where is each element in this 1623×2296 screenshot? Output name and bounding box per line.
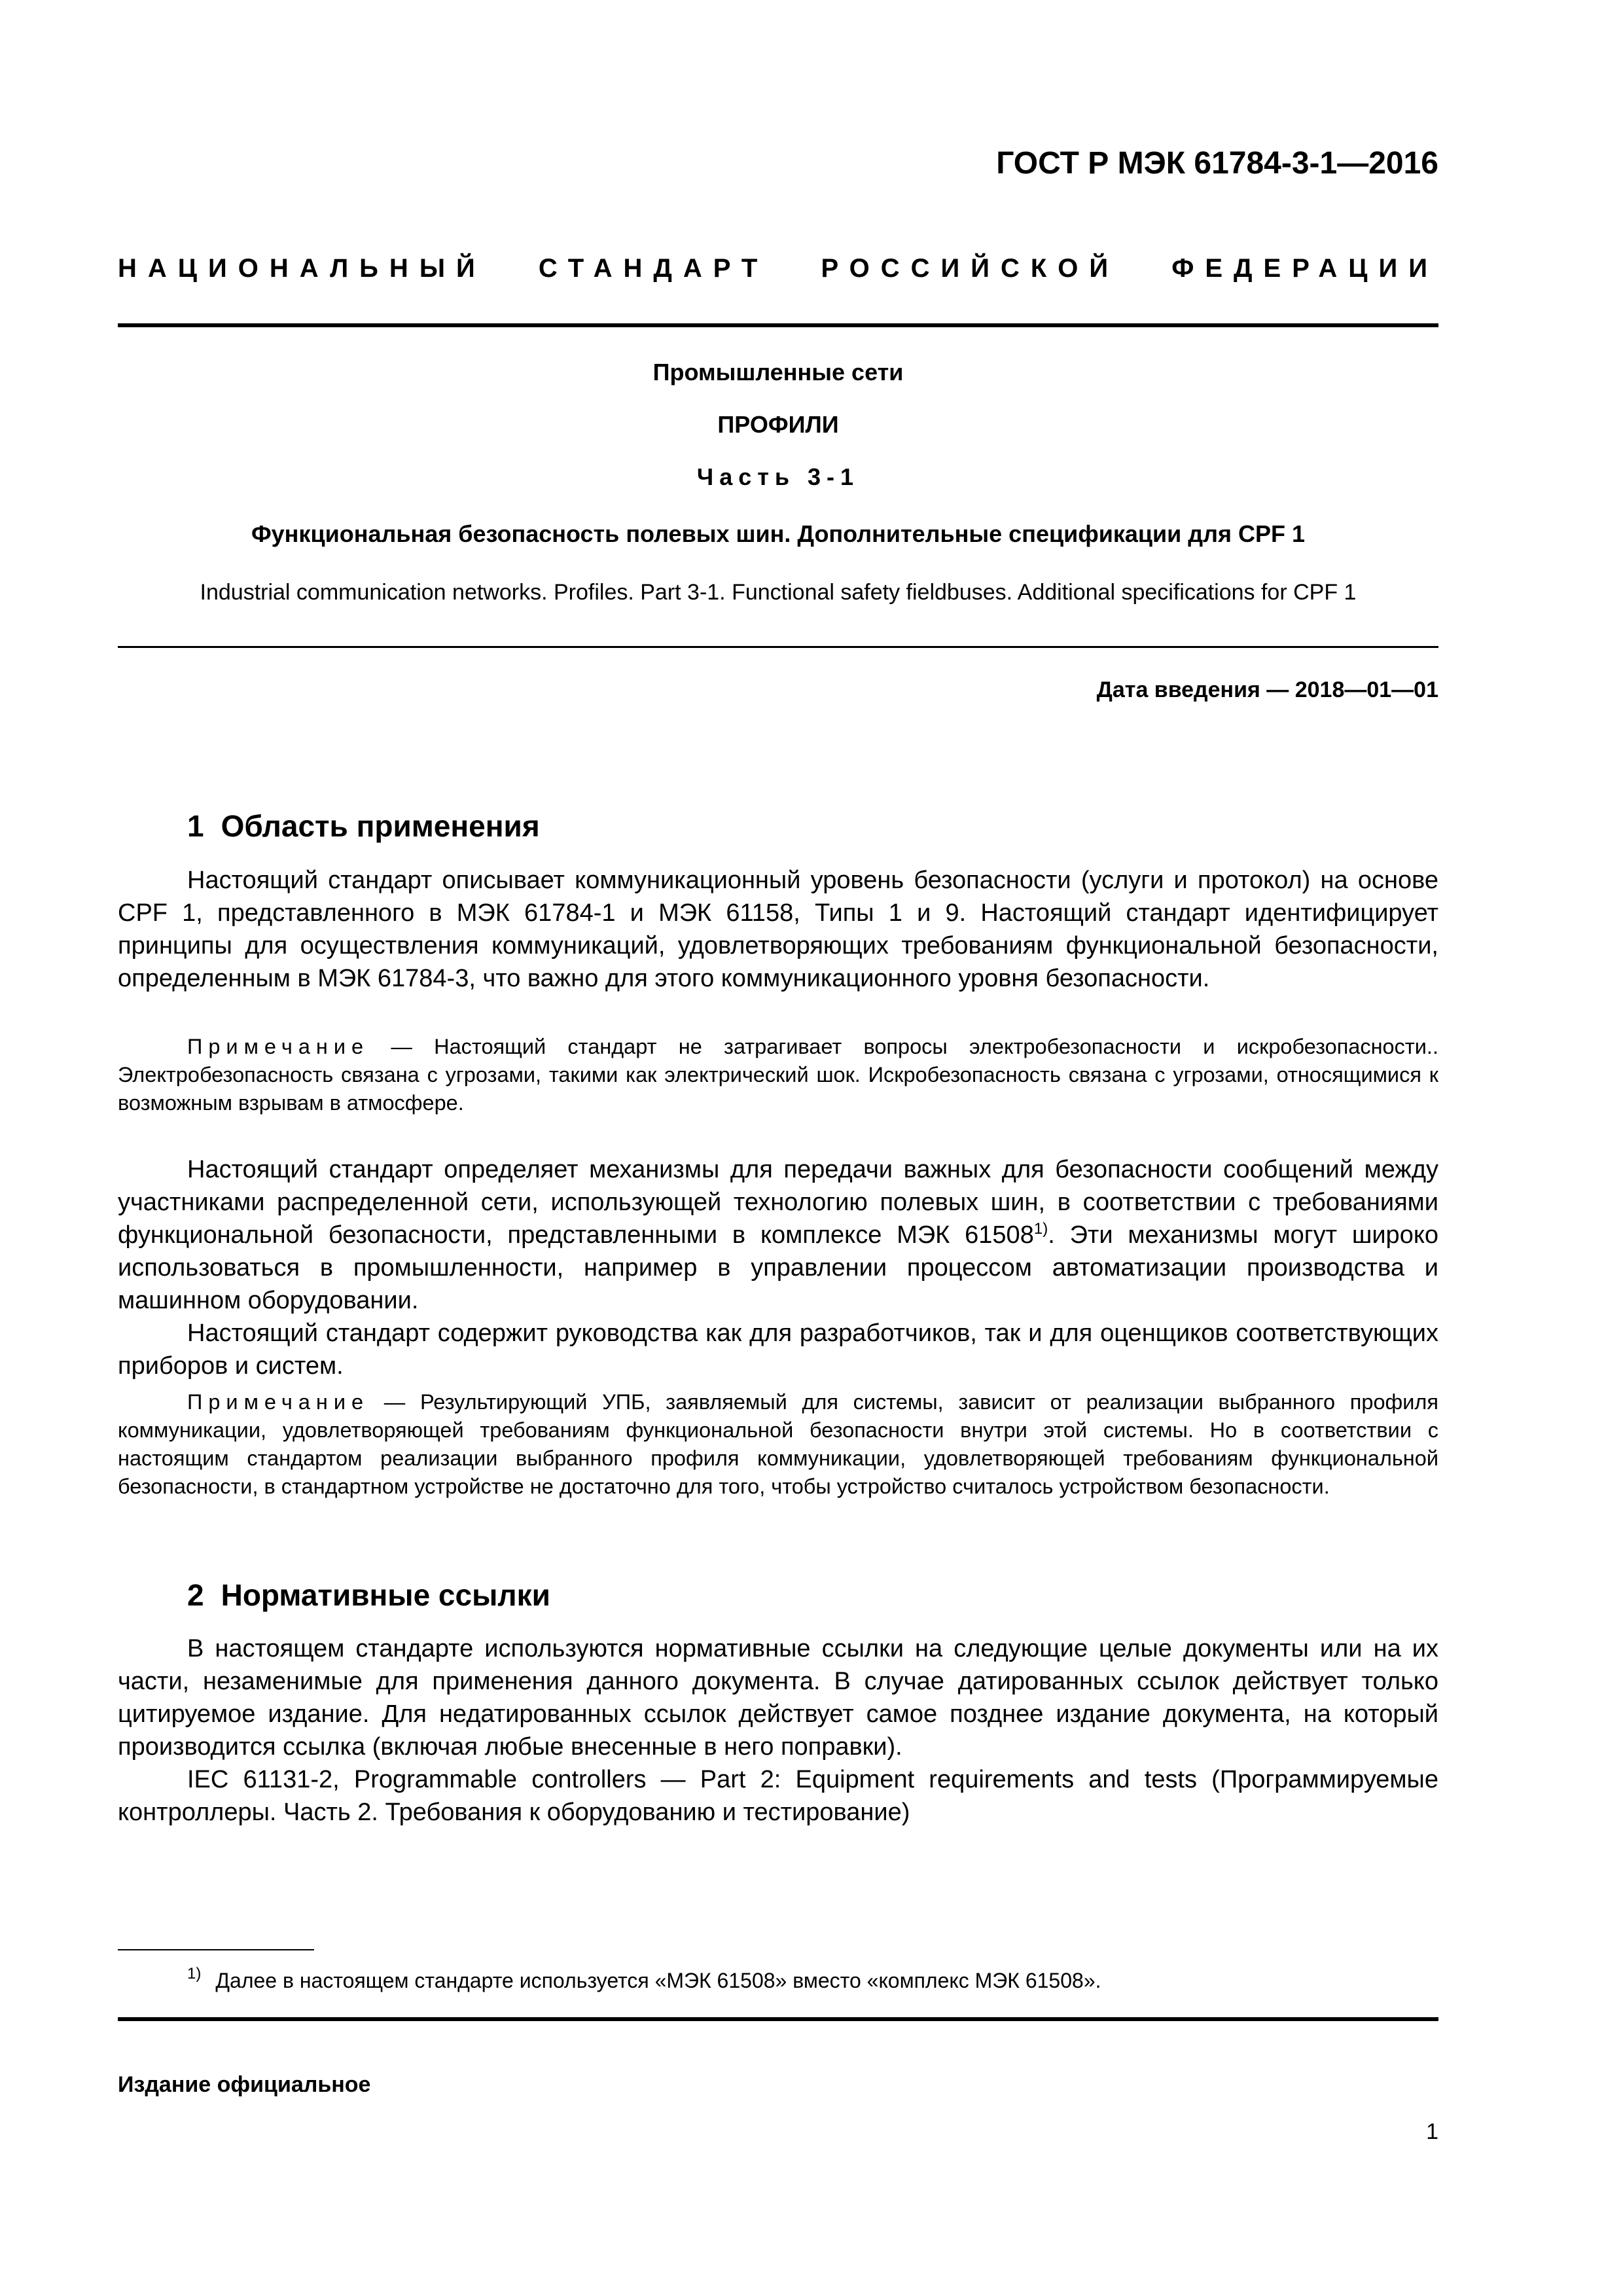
- section-1-title: Область применения: [221, 809, 540, 843]
- footer-rule: [118, 2017, 1438, 2021]
- note-1-text: — Настоящий стандарт не затрагивает вопросы электробезопасности и искробезопасности.. Электробезопасность связана с угрозами, такими как электрический шок. Искробезопасность связана с угрозами, относящимися к возможным взрывам в атмосфере.: [118, 1035, 1438, 1115]
- note-1-label: Примечание: [187, 1035, 370, 1058]
- title-main: ПРОФИЛИ: [717, 411, 839, 438]
- section-1-paragraph-1: Настоящий стандарт описывает коммуникационный уровень безопасности (услуги и протокол) на основе CPF 1, представленного в МЭК 61784-1 и МЭК 61158, Типы 1 и 9. Настоящий стандарт идентифицирует принципы для осуществления коммуникаций, удовлетворяющих требованиям функциональной безопасности, определенным в МЭК 61784-3, что важно для этого коммуникационного уровня безопасности.: [118, 867, 1438, 992]
- section-2-reference-iec-61131-2: IEC 61131-2, Programmable controllers — Part 2: Equipment requirements and tests (Программируемые контроллеры. Часть 2. Требования к оборудованию и тестирование): [118, 1766, 1438, 1826]
- section-1-number: 1: [187, 809, 204, 843]
- section-2-number: 2: [187, 1578, 204, 1612]
- note-2-text: — Результирующий УПБ, заявляемый для системы, зависит от реализации выбранного профиля коммуникации, удовлетворяющей требованиям функциональной безопасности внутри этой системы. Но в соответствии с настоящим стандартом реализации выбранного профиля коммуникации, удовлетворяющей требованиям функциональной безопасности, в стандартном устройстве не достаточно для того, чтобы устройство считалось устройством безопасности.: [118, 1390, 1438, 1498]
- paragraph-2-text: Настоящий стандарт определяет механизмы для передачи важных для безопасности сообщений между участниками распределенной сети, использующей технологию полевых шин, в соответствии с требованиями функциональной безопасности, представленными в комплексе МЭК 61508: [118, 1156, 1438, 1249]
- section-1-paragraph-3: Настоящий стандарт содержит руководства как для разработчиков, так и для оценщиков соответствующих приборов и систем.: [118, 1319, 1438, 1380]
- footnote: [187, 1965, 1101, 1993]
- footnote-text: Далее в настоящем стандарте используется «МЭК 61508» вместо «комплекс МЭК 61508».: [215, 1969, 1101, 1992]
- title-group: Промышленные сети: [652, 359, 904, 386]
- section-1-note-2: [118, 1388, 1438, 1501]
- title-rule: [118, 646, 1438, 648]
- section-2-title: Нормативные ссылки: [221, 1578, 550, 1612]
- footnote-reference: 1): [1033, 1220, 1048, 1238]
- section-1-paragraph-2: [118, 1153, 1438, 1317]
- subtitle-en: Industrial communication networks. Profiles. Part 3-1. Functional safety fieldbuses. Additional specifications for CPF 1: [200, 580, 1357, 605]
- section-1-heading: [187, 808, 540, 844]
- date-of-introduction: Дата введения — 2018—01—01: [1096, 677, 1438, 702]
- page-number: 1: [1426, 2119, 1438, 2144]
- header-rule: [118, 323, 1438, 327]
- title-part: Часть 3-1: [696, 463, 860, 490]
- section-2-paragraph-1: В настоящем стандарте используются нормативные ссылки на следующие целые документы или на их части, незаменимые для применения данного документа. В случае датированных ссылок действует только цитируемое издание. Для недатированных ссылок действует самое позднее издание документа, на который производится ссылка (включая любые внесенные в него поправки).: [118, 1635, 1438, 1761]
- subtitle-ru: Функциональная безопасность полевых шин. Дополнительные спецификации для CPF 1: [251, 520, 1306, 547]
- document-code: ГОСТ Р МЭК 61784-3-1—2016: [996, 146, 1438, 181]
- section-1-note-1: [118, 1033, 1438, 1117]
- official-edition-label: Издание официальное: [118, 2072, 371, 2097]
- national-standard-heading: НАЦИОНАЛЬНЫЙ СТАНДАРТ РОССИЙСКОЙ ФЕДЕРАЦИИ: [118, 254, 1438, 283]
- footnote-mark: 1): [187, 1965, 202, 1982]
- section-2-heading: [187, 1577, 550, 1613]
- footnote-separator: [118, 1949, 314, 1950]
- note-2-label: Примечание: [187, 1390, 370, 1414]
- paragraph-2-continuation: . Эти механизмы могут широко использоваться в промышленности, например в управлении процессом автоматизации производства и машинном оборудовании.: [118, 1221, 1439, 1314]
